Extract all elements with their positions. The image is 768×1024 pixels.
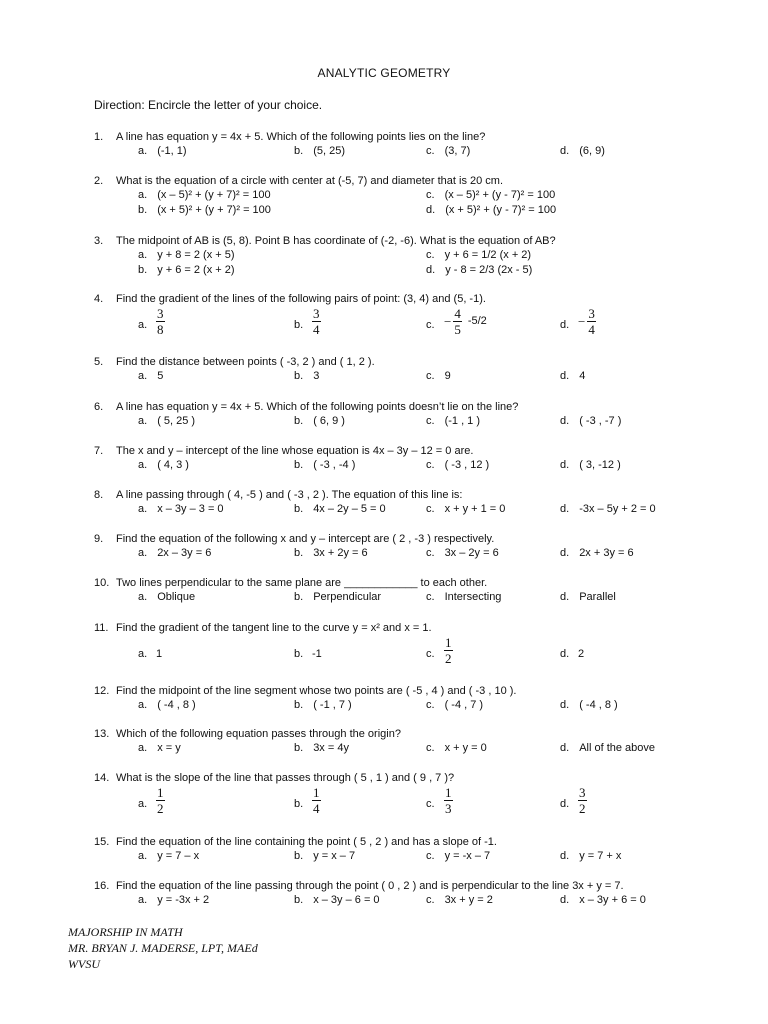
question-number: 3. bbox=[94, 235, 104, 247]
numerator: 1 bbox=[157, 785, 164, 800]
question-stem bbox=[94, 727, 734, 741]
question-stem bbox=[94, 400, 734, 414]
question-number: 11. bbox=[94, 622, 109, 634]
numerator: 3 bbox=[588, 306, 595, 321]
option-value: ( -4 , 8 ) bbox=[579, 699, 618, 711]
option-letter: b. bbox=[294, 850, 304, 862]
option-value: y + 8 = 2 (x + 5) bbox=[157, 249, 235, 261]
option-value: x + y + 1 = 0 bbox=[444, 503, 506, 515]
option-value: y + 6 = 1/2 (x + 2) bbox=[444, 249, 532, 261]
option-value: y = x – 7 bbox=[313, 850, 356, 862]
options-row bbox=[94, 248, 734, 263]
option-letter: a. bbox=[138, 850, 148, 862]
option-letter: a. bbox=[138, 648, 148, 660]
question-stem bbox=[94, 444, 734, 458]
option-letter: d. bbox=[560, 699, 570, 711]
option-d[interactable] bbox=[560, 502, 656, 517]
option-letter: c. bbox=[426, 249, 435, 261]
option-letter: d. bbox=[560, 319, 570, 331]
question-stem bbox=[94, 355, 734, 369]
question-text: Find the gradient of the tangent line to the curve y = x² and x = 1. bbox=[116, 622, 432, 634]
footer-line-2: MR. BRYAN J. MADERSE, LPT, MAEd bbox=[68, 941, 258, 955]
option-c[interactable] bbox=[426, 248, 531, 263]
question-text: Two lines perpendicular to the same plane are ____________ to each other. bbox=[116, 577, 488, 589]
directions: Direction: Encircle the letter of your choice. bbox=[94, 98, 323, 112]
option-value: (x – 5)² + (y + 7)² = 100 bbox=[157, 189, 271, 201]
option-b[interactable] bbox=[294, 458, 355, 473]
option-value: (5, 25) bbox=[313, 145, 345, 157]
option-b[interactable] bbox=[294, 502, 386, 517]
fraction bbox=[312, 785, 321, 825]
options-row bbox=[94, 263, 734, 278]
option-value: y = -x – 7 bbox=[444, 850, 491, 862]
option-b[interactable] bbox=[294, 741, 349, 756]
options-row bbox=[94, 698, 734, 713]
fraction bbox=[444, 785, 453, 825]
option-letter: c. bbox=[426, 415, 435, 427]
option-value: y = -3x + 2 bbox=[157, 894, 210, 906]
options-row bbox=[94, 741, 734, 756]
option-letter: c. bbox=[426, 798, 435, 810]
fraction bbox=[444, 635, 453, 675]
option-b[interactable] bbox=[294, 369, 319, 384]
denominator: 2 bbox=[579, 801, 586, 816]
option-letter: c. bbox=[426, 591, 435, 603]
option-extra: -5/2 bbox=[467, 315, 487, 327]
option-letter: d. bbox=[560, 850, 570, 862]
question-7 bbox=[94, 444, 734, 473]
question-stem bbox=[94, 621, 734, 635]
denominator: 4 bbox=[313, 801, 320, 816]
option-letter: c. bbox=[426, 503, 435, 515]
question-number: 15. bbox=[94, 836, 110, 848]
options-row bbox=[94, 546, 734, 561]
fraction-stack bbox=[444, 785, 453, 816]
question-11 bbox=[94, 621, 734, 675]
question-5 bbox=[94, 355, 734, 384]
option-letter: c. bbox=[426, 145, 435, 157]
question-stem bbox=[94, 835, 734, 849]
option-c[interactable] bbox=[426, 414, 480, 429]
question-number: 1. bbox=[94, 131, 104, 143]
fraction-stack bbox=[444, 635, 453, 666]
option-c[interactable] bbox=[426, 458, 489, 473]
question-2 bbox=[94, 174, 734, 218]
question-stem bbox=[94, 532, 734, 546]
option-letter: c. bbox=[426, 699, 435, 711]
question-number: 10. bbox=[94, 577, 110, 589]
option-c[interactable] bbox=[426, 369, 451, 384]
option-d[interactable] bbox=[560, 458, 621, 473]
option-value: y + 6 = 2 (x + 2) bbox=[157, 264, 235, 276]
option-letter: d. bbox=[560, 370, 570, 382]
option-a[interactable] bbox=[138, 369, 163, 384]
question-text: Find the equation of the following x and y – intercept are ( 2 , -3 ) respectively. bbox=[116, 533, 495, 545]
question-1 bbox=[94, 130, 734, 159]
question-number: 6. bbox=[94, 401, 104, 413]
option-d[interactable] bbox=[560, 741, 655, 756]
option-value: ( -1 , 7 ) bbox=[313, 699, 352, 711]
option-b[interactable] bbox=[294, 698, 352, 713]
question-number: 12. bbox=[94, 685, 110, 697]
option-letter: a. bbox=[138, 894, 148, 906]
option-letter: d. bbox=[560, 459, 570, 471]
numerator: 1 bbox=[445, 635, 452, 650]
option-a[interactable] bbox=[138, 458, 189, 473]
footer bbox=[68, 924, 258, 972]
options-row bbox=[94, 458, 734, 473]
numerator: 4 bbox=[454, 306, 461, 321]
option-value: -3x – 5y + 2 = 0 bbox=[579, 503, 656, 515]
option-letter: b. bbox=[294, 503, 304, 515]
fraction-stack bbox=[453, 306, 462, 337]
option-value: ( 6, 9 ) bbox=[313, 415, 345, 427]
option-value: (x + 5)² + (y - 7)² = 100 bbox=[445, 204, 557, 216]
fraction-stack bbox=[578, 785, 587, 816]
question-13 bbox=[94, 727, 734, 756]
question-text: A line passing through ( 4, -5 ) and ( -3 , 2 ). The equation of this line is: bbox=[116, 489, 463, 501]
option-value: 2x – 3y = 6 bbox=[157, 547, 212, 559]
option-value: Intersecting bbox=[444, 591, 502, 603]
option-letter: d. bbox=[560, 145, 570, 157]
denominator: 3 bbox=[445, 801, 452, 816]
option-c[interactable] bbox=[426, 893, 493, 908]
question-stem bbox=[94, 488, 734, 502]
option-letter: a. bbox=[138, 503, 148, 515]
option-d[interactable] bbox=[560, 144, 605, 159]
option-value: 1 bbox=[156, 648, 163, 660]
denominator: 4 bbox=[313, 322, 320, 337]
numerator: 1 bbox=[313, 785, 320, 800]
question-stem bbox=[94, 292, 734, 306]
option-letter: c. bbox=[426, 370, 435, 382]
option-letter: b. bbox=[294, 798, 304, 810]
option-b[interactable] bbox=[294, 849, 355, 864]
option-letter: b. bbox=[294, 459, 304, 471]
option-letter: b. bbox=[294, 699, 304, 711]
option-c[interactable] bbox=[426, 546, 499, 561]
question-text: A line has equation y = 4x + 5. Which of the following points doesn’t lie on the line? bbox=[116, 401, 519, 413]
option-letter: d. bbox=[560, 798, 570, 810]
question-text: What is the slope of the line that passes through ( 5 , 1 ) and ( 9 , 7 )? bbox=[116, 772, 455, 784]
options-row bbox=[94, 369, 734, 384]
options-row bbox=[94, 414, 734, 429]
option-letter: d. bbox=[560, 591, 570, 603]
option-d[interactable] bbox=[560, 414, 621, 429]
option-letter: b. bbox=[294, 547, 304, 559]
option-a[interactable] bbox=[138, 893, 209, 908]
option-value: ( -3 , 12 ) bbox=[444, 459, 490, 471]
option-letter: b. bbox=[294, 648, 304, 660]
numerator: 3 bbox=[313, 306, 320, 321]
option-letter: d. bbox=[426, 264, 436, 276]
page-title: ANALYTIC GEOMETRY bbox=[317, 66, 451, 80]
option-value: Perpendicular bbox=[313, 591, 382, 603]
option-letter: d. bbox=[560, 894, 570, 906]
option-value: All of the above bbox=[579, 742, 656, 754]
option-d[interactable] bbox=[426, 203, 556, 218]
option-letter: c. bbox=[426, 189, 435, 201]
option-value: 9 bbox=[444, 370, 451, 382]
option-value: (3, 7) bbox=[444, 145, 471, 157]
footer-line-1: MAJORSHIP IN MATH bbox=[68, 925, 183, 939]
option-c[interactable] bbox=[426, 144, 470, 159]
option-value: y = 7 – x bbox=[157, 850, 200, 862]
denominator: 2 bbox=[157, 801, 164, 816]
option-c[interactable] bbox=[426, 698, 483, 713]
option-a[interactable] bbox=[138, 590, 195, 605]
option-value: 2 bbox=[578, 648, 585, 660]
question-stem bbox=[94, 771, 734, 785]
option-value: 5 bbox=[157, 370, 164, 382]
option-value: 4 bbox=[579, 370, 586, 382]
option-c[interactable] bbox=[426, 188, 555, 203]
option-d[interactable] bbox=[426, 263, 532, 278]
option-letter: a. bbox=[138, 415, 148, 427]
question-number: 14. bbox=[94, 772, 110, 784]
question-12 bbox=[94, 684, 734, 713]
option-value: Parallel bbox=[579, 591, 616, 603]
option-b[interactable] bbox=[294, 893, 380, 908]
option-letter: b. bbox=[294, 415, 304, 427]
option-value: y - 8 = 2/3 (2x - 5) bbox=[445, 264, 533, 276]
question-stem bbox=[94, 174, 734, 188]
options-row bbox=[94, 203, 734, 218]
option-letter: d. bbox=[560, 503, 570, 515]
fraction-stack bbox=[156, 785, 165, 816]
option-letter: a. bbox=[138, 319, 148, 331]
question-4 bbox=[94, 292, 734, 346]
option-c[interactable] bbox=[426, 849, 490, 864]
numerator: 1 bbox=[445, 785, 452, 800]
option-letter: a. bbox=[138, 370, 148, 382]
option-b[interactable] bbox=[294, 546, 368, 561]
option-letter: d. bbox=[560, 415, 570, 427]
minus-sign: − bbox=[444, 314, 452, 329]
option-letter: d. bbox=[560, 648, 570, 660]
option-letter: c. bbox=[426, 850, 435, 862]
option-value: (6, 9) bbox=[579, 145, 605, 157]
options-row bbox=[94, 306, 734, 346]
option-letter: b. bbox=[294, 742, 304, 754]
denominator: 5 bbox=[454, 322, 461, 337]
option-letter: a. bbox=[138, 249, 148, 261]
options-row bbox=[94, 893, 734, 908]
options-row bbox=[94, 502, 734, 517]
option-value: x + y = 0 bbox=[444, 742, 487, 754]
option-a[interactable] bbox=[138, 741, 181, 756]
option-d[interactable] bbox=[560, 698, 618, 713]
option-value: (x + 5)² + (y + 7)² = 100 bbox=[157, 204, 271, 216]
question-number: 8. bbox=[94, 489, 104, 501]
option-value: ( -3 , -4 ) bbox=[313, 459, 356, 471]
question-text: Which of the following equation passes through the origin? bbox=[116, 728, 401, 740]
footer-line-3: WVSU bbox=[68, 957, 100, 971]
option-letter: d. bbox=[560, 742, 570, 754]
question-text: Find the equation of the line passing through the point ( 0 , 2 ) and is perpendicular to the line 3x + y = 7. bbox=[116, 880, 624, 892]
question-number: 5. bbox=[94, 356, 104, 368]
question-15 bbox=[94, 835, 734, 864]
option-d[interactable] bbox=[560, 849, 621, 864]
option-b[interactable] bbox=[294, 144, 345, 159]
options-row bbox=[94, 849, 734, 864]
option-value: 3 bbox=[313, 370, 320, 382]
option-letter: d. bbox=[560, 547, 570, 559]
option-c[interactable] bbox=[426, 741, 487, 756]
question-text: Find the midpoint of the line segment whose two points are ( -5 , 4 ) and ( -3 , 10 ). bbox=[116, 685, 517, 697]
option-d[interactable] bbox=[560, 893, 646, 908]
option-value: ( 5, 25 ) bbox=[157, 415, 196, 427]
question-stem bbox=[94, 879, 734, 893]
option-letter: c. bbox=[426, 547, 435, 559]
option-letter: b. bbox=[294, 370, 304, 382]
option-a[interactable] bbox=[138, 849, 199, 864]
option-value: (-1 , 1 ) bbox=[444, 415, 481, 427]
option-value: ( 3, -12 ) bbox=[579, 459, 621, 471]
option-b[interactable] bbox=[294, 590, 381, 605]
denominator: 4 bbox=[588, 322, 595, 337]
option-b[interactable] bbox=[138, 263, 235, 278]
option-letter: a. bbox=[138, 547, 148, 559]
option-value: ( 4, 3 ) bbox=[157, 459, 189, 471]
option-value: x = y bbox=[157, 742, 181, 754]
denominator: 8 bbox=[157, 322, 164, 337]
option-letter: a. bbox=[138, 145, 148, 157]
question-number: 2. bbox=[94, 175, 104, 187]
question-8 bbox=[94, 488, 734, 517]
option-letter: b. bbox=[294, 145, 304, 157]
option-value: 3x + y = 2 bbox=[444, 894, 493, 906]
question-number: 9. bbox=[94, 533, 104, 545]
fraction bbox=[156, 785, 165, 825]
question-text: What is the equation of a circle with center at (-5, 7) and diameter that is 20 cm. bbox=[116, 175, 504, 187]
option-value: ( -4 , 7 ) bbox=[444, 699, 484, 711]
numerator: 3 bbox=[157, 306, 164, 321]
option-value: -1 bbox=[312, 648, 322, 660]
option-value: x – 3y – 6 = 0 bbox=[313, 894, 380, 906]
option-a[interactable] bbox=[138, 144, 187, 159]
question-number: 7. bbox=[94, 445, 104, 457]
numerator: 3 bbox=[579, 785, 586, 800]
option-value: y = 7 + x bbox=[579, 850, 622, 862]
option-letter: a. bbox=[138, 699, 148, 711]
option-letter: c. bbox=[426, 648, 435, 660]
fraction-stack bbox=[312, 785, 321, 816]
option-c[interactable] bbox=[426, 590, 501, 605]
option-letter: c. bbox=[426, 742, 435, 754]
option-value: 3x – 2y = 6 bbox=[444, 547, 499, 559]
option-c[interactable] bbox=[426, 502, 505, 517]
option-value: (x – 5)² + (y - 7)² = 100 bbox=[444, 189, 556, 201]
question-text: The x and y – intercept of the line whose equation is 4x – 3y – 12 = 0 are. bbox=[116, 445, 474, 457]
option-letter: b. bbox=[294, 319, 304, 331]
option-value: 4x – 2y – 5 = 0 bbox=[313, 503, 386, 515]
denominator: 2 bbox=[445, 651, 452, 666]
option-letter: b. bbox=[294, 894, 304, 906]
fraction bbox=[444, 306, 487, 346]
question-stem bbox=[94, 234, 734, 248]
fraction-stack bbox=[156, 306, 165, 337]
option-value: ( -3 , -7 ) bbox=[579, 415, 622, 427]
option-letter: c. bbox=[426, 459, 435, 471]
question-number: 16. bbox=[94, 880, 110, 892]
option-value: x – 3y + 6 = 0 bbox=[579, 894, 646, 906]
question-stem bbox=[94, 576, 734, 590]
option-letter: a. bbox=[138, 742, 148, 754]
fraction-stack bbox=[587, 306, 596, 337]
option-value: 3x + 2y = 6 bbox=[313, 547, 368, 559]
question-10 bbox=[94, 576, 734, 605]
options-row bbox=[94, 590, 734, 605]
option-a[interactable] bbox=[138, 546, 211, 561]
fraction bbox=[578, 785, 587, 825]
option-value: 3x = 4y bbox=[313, 742, 349, 754]
option-b[interactable] bbox=[294, 414, 345, 429]
question-16 bbox=[94, 879, 734, 908]
options-row bbox=[94, 144, 734, 159]
options-row bbox=[94, 188, 734, 203]
option-value: 2x + 3y = 6 bbox=[579, 547, 634, 559]
option-letter: a. bbox=[138, 189, 148, 201]
option-d[interactable] bbox=[560, 546, 634, 561]
options-row bbox=[94, 785, 734, 825]
option-letter: d. bbox=[426, 204, 436, 216]
option-a[interactable] bbox=[138, 698, 196, 713]
fraction bbox=[156, 306, 165, 346]
option-letter: b. bbox=[294, 591, 304, 603]
question-14 bbox=[94, 771, 734, 825]
question-9 bbox=[94, 532, 734, 561]
option-letter: c. bbox=[426, 894, 435, 906]
question-number: 4. bbox=[94, 293, 104, 305]
question-text: The midpoint of AB is (5, 8). Point B has coordinate of (-2, -6). What is the equation of AB? bbox=[116, 235, 556, 247]
options-row bbox=[94, 635, 734, 675]
question-text: Find the equation of the line containing the point ( 5 , 2 ) and has a slope of -1. bbox=[116, 836, 497, 848]
question-stem bbox=[94, 684, 734, 698]
option-letter: a. bbox=[138, 459, 148, 471]
question-number: 13. bbox=[94, 728, 110, 740]
option-letter: a. bbox=[138, 591, 148, 603]
question-stem bbox=[94, 130, 734, 144]
question-6 bbox=[94, 400, 734, 429]
option-letter: a. bbox=[138, 798, 148, 810]
option-value: ( -4 , 8 ) bbox=[157, 699, 196, 711]
option-a[interactable] bbox=[138, 414, 195, 429]
question-text: Find the distance between points ( -3, 2 ) and ( 1, 2 ). bbox=[116, 356, 375, 368]
question-text: Find the gradient of the lines of the following pairs of point: (3, 4) and (5, -1). bbox=[116, 293, 486, 305]
option-a[interactable] bbox=[138, 188, 271, 203]
fraction bbox=[578, 306, 596, 346]
option-d[interactable] bbox=[560, 369, 585, 384]
option-value: Oblique bbox=[157, 591, 196, 603]
option-value: (-1, 1) bbox=[157, 145, 187, 157]
option-letter: b. bbox=[138, 264, 148, 276]
option-d[interactable] bbox=[560, 590, 616, 605]
option-letter: b. bbox=[138, 204, 148, 216]
question-3 bbox=[94, 234, 734, 278]
option-a[interactable] bbox=[138, 248, 235, 263]
option-b[interactable] bbox=[138, 203, 271, 218]
question-text: A line has equation y = 4x + 5. Which of the following points lies on the line? bbox=[116, 131, 486, 143]
fraction-stack bbox=[312, 306, 321, 337]
option-letter: c. bbox=[426, 319, 435, 331]
minus-sign: − bbox=[578, 314, 586, 329]
option-value: x – 3y – 3 = 0 bbox=[157, 503, 224, 515]
fraction bbox=[312, 306, 321, 346]
option-a[interactable] bbox=[138, 502, 224, 517]
